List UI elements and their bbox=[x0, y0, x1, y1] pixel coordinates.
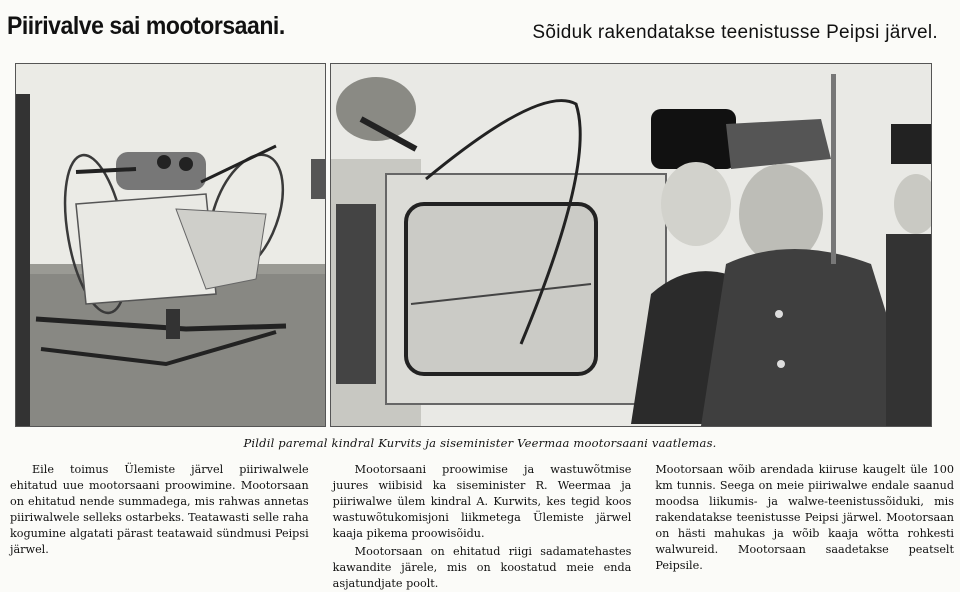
headline: Piirivalve sai mootorsaani. bbox=[7, 12, 285, 40]
article-paragraph: Mootorsaani proowimise ja wastuwõtmise juures wiibisid ka siseminister R. Weermaa ja piiriwalwe ülem kindral A. Kurwits, kes tegid koos wastuwõtukomisjoni liikmetega Ülemiste järwel kaaja pikema proowisõidu. bbox=[332, 463, 632, 540]
article-body bbox=[10, 462, 955, 590]
article-column-3 bbox=[655, 462, 955, 572]
photo-motor-sledge bbox=[15, 63, 326, 427]
photo-officials-inspecting bbox=[330, 63, 932, 427]
article-column-2 bbox=[332, 462, 632, 590]
article-paragraph: Mootorsaan on ehitatud riigi sadamatehastes kawandite järele, mis on koostatud meie enda asjatundjate poolt. bbox=[332, 545, 632, 590]
officials-illustration bbox=[331, 64, 931, 426]
article-column-1 bbox=[10, 462, 309, 562]
subheadline: Sõiduk rakendatakse teenistusse Peipsi järvel. bbox=[532, 22, 938, 43]
article-paragraph: Mootorsaan wõib arendada kiiruse kaugelt üle 100 km tunnis. Seega on meie piiriwalwe endale saanud moodsa liikumis- ja walwe-teenistussõiduki, mis rakendatakse teenistusse Peipsi järwel. Mootorsaan on hästi mahukas ja wõib kaaja wõtta rohkesti walwureid. Mootorsaan saadetakse peatselt Peipsile. bbox=[655, 463, 955, 572]
motor-sledge-illustration bbox=[16, 64, 325, 426]
photo-caption: Pildil paremal kindral Kurvits ja siseminister Veermaa mootorsaani vaatlemas. bbox=[243, 436, 717, 450]
article-paragraph: Eile toimus Ülemiste järvel piiriwalwele ehitatud uue mootorsaani proowimine. Mootorsaan on ehitatud nende summadega, mis rahwas annetas piiriwalwele selleks ostarbeks. Teatawasti selle raha kogumine algatati pärast teatawaid sündmusi Peipsi järwel. bbox=[10, 463, 309, 556]
